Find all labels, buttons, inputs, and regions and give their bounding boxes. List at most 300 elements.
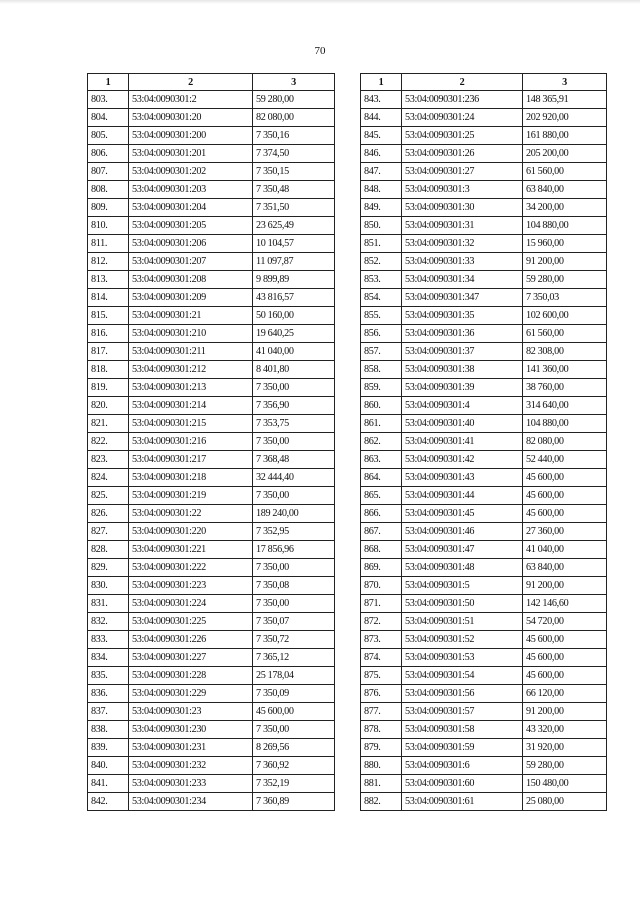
cadastral-value: 8 401,80 [253,361,335,379]
cadastral-value: 7 350,00 [253,721,335,739]
row-number: 842. [88,793,129,811]
table-row [88,91,335,109]
cadastral-value: 7 350,00 [253,595,335,613]
cadastral-number: 53:04:0090301:26 [402,145,523,163]
row-number: 814. [88,289,129,307]
cadastral-number: 53:04:0090301:50 [402,595,523,613]
table-row [88,253,335,271]
cadastral-number: 53:04:0090301:218 [129,469,253,487]
cadastral-number: 53:04:0090301:223 [129,577,253,595]
row-number: 816. [88,325,129,343]
cadastral-number: 53:04:0090301:51 [402,613,523,631]
table-row [88,505,335,523]
cadastral-value: 91 200,00 [523,253,607,271]
row-number: 847. [361,163,402,181]
table-row [88,775,335,793]
cadastral-number: 53:04:0090301:226 [129,631,253,649]
cadastral-number: 53:04:0090301:212 [129,361,253,379]
row-number: 853. [361,271,402,289]
row-number: 807. [88,163,129,181]
table-row [361,91,607,109]
cadastral-number: 53:04:0090301:236 [402,91,523,109]
row-number: 882. [361,793,402,811]
row-number: 850. [361,217,402,235]
cadastral-value: 7 360,92 [253,757,335,775]
table-row [361,613,607,631]
table-row [361,667,607,685]
cadastral-number: 53:04:0090301:3 [402,181,523,199]
cadastral-value: 43 320,00 [523,721,607,739]
row-number: 859. [361,379,402,397]
table-row [361,181,607,199]
cadastral-value: 63 840,00 [523,181,607,199]
table-row [88,199,335,217]
cadastral-value: 15 960,00 [523,235,607,253]
row-number: 835. [88,667,129,685]
table-row [361,325,607,343]
cadastral-number: 53:04:0090301:43 [402,469,523,487]
row-number: 875. [361,667,402,685]
row-number: 864. [361,469,402,487]
cadastral-value: 104 880,00 [523,415,607,433]
row-number: 812. [88,253,129,271]
row-number: 840. [88,757,129,775]
row-number: 858. [361,361,402,379]
row-number: 879. [361,739,402,757]
cadastral-value: 7 350,72 [253,631,335,649]
table-row [88,109,335,127]
row-number: 804. [88,109,129,127]
table-row [88,235,335,253]
cadastral-number: 53:04:0090301:216 [129,433,253,451]
cadastral-value: 45 600,00 [523,667,607,685]
table-row [88,487,335,505]
cadastral-value: 41 040,00 [253,343,335,361]
cadastral-number: 53:04:0090301:217 [129,451,253,469]
row-number: 865. [361,487,402,505]
cadastral-number: 53:04:0090301:22 [129,505,253,523]
row-number: 837. [88,703,129,721]
cadastral-number: 53:04:0090301:42 [402,451,523,469]
cadastral-value: 59 280,00 [253,91,335,109]
cadastral-value: 7 350,00 [253,487,335,505]
cadastral-value: 7 350,16 [253,127,335,145]
cadastral-number: 53:04:0090301:201 [129,145,253,163]
cadastral-number: 53:04:0090301:35 [402,307,523,325]
row-number: 815. [88,307,129,325]
row-number: 862. [361,433,402,451]
table-row [361,433,607,451]
cadastral-value: 45 600,00 [523,631,607,649]
table-row [361,487,607,505]
row-number: 818. [88,361,129,379]
table-row [88,163,335,181]
table-row [88,739,335,757]
row-number: 811. [88,235,129,253]
cadastral-value: 45 600,00 [523,649,607,667]
table-row [88,415,335,433]
cadastral-value: 38 760,00 [523,379,607,397]
cadastral-value: 205 200,00 [523,145,607,163]
cadastral-number: 53:04:0090301:225 [129,613,253,631]
cadastral-number: 53:04:0090301:30 [402,199,523,217]
table-row [88,523,335,541]
cadastral-number: 53:04:0090301:200 [129,127,253,145]
table-row [88,667,335,685]
table-row [361,721,607,739]
table-row [88,649,335,667]
cadastral-number: 53:04:0090301:52 [402,631,523,649]
table-row [361,469,607,487]
table-row [361,685,607,703]
table-row [88,757,335,775]
row-number: 854. [361,289,402,307]
cadastral-value: 27 360,00 [523,523,607,541]
cadastral-number: 53:04:0090301:59 [402,739,523,757]
cadastral-value: 91 200,00 [523,703,607,721]
cadastral-number: 53:04:0090301:40 [402,415,523,433]
table-row [88,289,335,307]
cadastral-value: 54 720,00 [523,613,607,631]
cadastral-value: 61 560,00 [523,163,607,181]
table-row [88,181,335,199]
row-number: 878. [361,721,402,739]
table-row [88,379,335,397]
cadastral-number: 53:04:0090301:31 [402,217,523,235]
row-number: 869. [361,559,402,577]
cadastral-value: 189 240,00 [253,505,335,523]
row-number: 848. [361,181,402,199]
table-row [361,271,607,289]
table-row [88,145,335,163]
cadastral-value: 61 560,00 [523,325,607,343]
row-number: 821. [88,415,129,433]
cadastral-number: 53:04:0090301:232 [129,757,253,775]
row-number: 838. [88,721,129,739]
row-number: 857. [361,343,402,361]
cadastral-value: 45 600,00 [523,487,607,505]
table-row [361,523,607,541]
row-number: 806. [88,145,129,163]
cadastral-value: 7 353,75 [253,415,335,433]
cadastral-value: 7 350,00 [253,559,335,577]
table-row [361,307,607,325]
table-row [88,559,335,577]
row-number: 826. [88,505,129,523]
cadastral-number: 53:04:0090301:56 [402,685,523,703]
cadastral-number: 53:04:0090301:231 [129,739,253,757]
cadastral-number: 53:04:0090301:27 [402,163,523,181]
table-row [88,451,335,469]
row-number: 880. [361,757,402,775]
cadastral-number: 53:04:0090301:38 [402,361,523,379]
cadastral-number: 53:04:0090301:2 [129,91,253,109]
cadastral-number: 53:04:0090301:32 [402,235,523,253]
cadastral-number: 53:04:0090301:213 [129,379,253,397]
cadastral-value: 7 356,90 [253,397,335,415]
row-number: 834. [88,649,129,667]
table-row [88,721,335,739]
cadastral-number: 53:04:0090301:23 [129,703,253,721]
table-row [88,325,335,343]
cadastral-value: 7 352,19 [253,775,335,793]
cadastral-value: 43 816,57 [253,289,335,307]
column-header-value: 3 [523,74,607,91]
row-number: 831. [88,595,129,613]
cadastral-value: 142 146,60 [523,595,607,613]
row-number: 820. [88,397,129,415]
cadastral-number: 53:04:0090301:202 [129,163,253,181]
cadastral-value: 11 097,87 [253,253,335,271]
table-row [88,631,335,649]
row-number: 852. [361,253,402,271]
cadastral-value: 17 856,96 [253,541,335,559]
row-number: 844. [361,109,402,127]
cadastral-number: 53:04:0090301:234 [129,793,253,811]
column-header-number: 1 [361,74,402,91]
cadastral-number: 53:04:0090301:211 [129,343,253,361]
cadastral-value: 82 080,00 [253,109,335,127]
row-number: 851. [361,235,402,253]
cadastral-number: 53:04:0090301:34 [402,271,523,289]
row-number: 832. [88,613,129,631]
cadastral-number: 53:04:0090301:219 [129,487,253,505]
cadastral-number: 53:04:0090301:230 [129,721,253,739]
table-row [361,163,607,181]
table-row [361,757,607,775]
table-row [361,739,607,757]
table-row [361,649,607,667]
row-number: 872. [361,613,402,631]
table-row [361,451,607,469]
cadastral-value: 202 920,00 [523,109,607,127]
cadastral-value: 7 360,89 [253,793,335,811]
row-number: 863. [361,451,402,469]
row-number: 817. [88,343,129,361]
cadastral-value: 59 280,00 [523,757,607,775]
register-table-left [87,73,335,811]
row-number: 805. [88,127,129,145]
cadastral-value: 314 640,00 [523,397,607,415]
row-number: 828. [88,541,129,559]
cadastral-value: 25 080,00 [523,793,607,811]
cadastral-number: 53:04:0090301:61 [402,793,523,811]
cadastral-number: 53:04:0090301:54 [402,667,523,685]
cadastral-value: 7 350,09 [253,685,335,703]
table-row [88,613,335,631]
table-row [88,271,335,289]
row-number: 861. [361,415,402,433]
cadastral-value: 31 920,00 [523,739,607,757]
header-row [88,74,335,91]
row-number: 870. [361,577,402,595]
table-row [88,469,335,487]
cadastral-number: 53:04:0090301:24 [402,109,523,127]
cadastral-number: 53:04:0090301:6 [402,757,523,775]
table-row [361,775,607,793]
cadastral-value: 8 269,56 [253,739,335,757]
cadastral-number: 53:04:0090301:204 [129,199,253,217]
table-row [88,343,335,361]
row-number: 803. [88,91,129,109]
row-number: 813. [88,271,129,289]
cadastral-value: 52 440,00 [523,451,607,469]
page-number: 70 [314,45,326,57]
cadastral-value: 7 350,08 [253,577,335,595]
cadastral-value: 7 351,50 [253,199,335,217]
cadastral-number: 53:04:0090301:58 [402,721,523,739]
table-row [361,127,607,145]
row-number: 829. [88,559,129,577]
cadastral-number: 53:04:0090301:37 [402,343,523,361]
table-row [361,289,607,307]
cadastral-value: 7 350,00 [253,379,335,397]
cadastral-value: 66 120,00 [523,685,607,703]
table-row [361,505,607,523]
row-number: 846. [361,145,402,163]
cadastral-value: 41 040,00 [523,541,607,559]
row-number: 849. [361,199,402,217]
cadastral-number: 53:04:0090301:228 [129,667,253,685]
cadastral-value: 7 368,48 [253,451,335,469]
row-number: 839. [88,739,129,757]
cadastral-number: 53:04:0090301:224 [129,595,253,613]
table-row [88,793,335,811]
cadastral-number: 53:04:0090301:347 [402,289,523,307]
cadastral-value: 82 080,00 [523,433,607,451]
cadastral-number: 53:04:0090301:41 [402,433,523,451]
cadastral-number: 53:04:0090301:48 [402,559,523,577]
cadastral-value: 82 308,00 [523,343,607,361]
table-row [361,415,607,433]
table-row [88,703,335,721]
table-row [361,559,607,577]
cadastral-number: 53:04:0090301:33 [402,253,523,271]
row-number: 833. [88,631,129,649]
table-row [88,217,335,235]
scan-top-edge [0,0,640,4]
cadastral-number: 53:04:0090301:215 [129,415,253,433]
row-number: 871. [361,595,402,613]
cadastral-number: 53:04:0090301:229 [129,685,253,703]
cadastral-number: 53:04:0090301:214 [129,397,253,415]
cadastral-number: 53:04:0090301:60 [402,775,523,793]
table-row [361,145,607,163]
table-row [88,595,335,613]
row-number: 873. [361,631,402,649]
cadastral-number: 53:04:0090301:39 [402,379,523,397]
cadastral-number: 53:04:0090301:207 [129,253,253,271]
cadastral-number: 53:04:0090301:57 [402,703,523,721]
row-number: 845. [361,127,402,145]
cadastral-value: 141 360,00 [523,361,607,379]
cadastral-number: 53:04:0090301:21 [129,307,253,325]
cadastral-value: 91 200,00 [523,577,607,595]
row-number: 830. [88,577,129,595]
table-row [88,577,335,595]
cadastral-value: 32 444,40 [253,469,335,487]
table-row [88,307,335,325]
table-row [361,595,607,613]
row-number: 843. [361,91,402,109]
cadastral-value: 150 480,00 [523,775,607,793]
table-row [361,253,607,271]
table-row [361,397,607,415]
row-number: 867. [361,523,402,541]
row-number: 876. [361,685,402,703]
table-row [88,127,335,145]
cadastral-number: 53:04:0090301:222 [129,559,253,577]
cadastral-number: 53:04:0090301:210 [129,325,253,343]
cadastral-value: 9 899,89 [253,271,335,289]
cadastral-number: 53:04:0090301:5 [402,577,523,595]
row-number: 810. [88,217,129,235]
cadastral-number: 53:04:0090301:206 [129,235,253,253]
cadastral-number: 53:04:0090301:53 [402,649,523,667]
cadastral-value: 10 104,57 [253,235,335,253]
column-header-cadastral: 2 [129,74,253,91]
cadastral-value: 25 178,04 [253,667,335,685]
cadastral-value: 59 280,00 [523,271,607,289]
table-row [88,361,335,379]
table-row [361,235,607,253]
cadastral-number: 53:04:0090301:221 [129,541,253,559]
table-row [361,379,607,397]
table-row [88,397,335,415]
table-row [361,793,607,811]
cadastral-value: 7 350,03 [523,289,607,307]
table-row [361,361,607,379]
cadastral-value: 63 840,00 [523,559,607,577]
cadastral-number: 53:04:0090301:25 [402,127,523,145]
cadastral-value: 102 600,00 [523,307,607,325]
register-table-right [360,73,607,811]
table-row [88,433,335,451]
table-row [361,109,607,127]
row-number: 836. [88,685,129,703]
row-number: 822. [88,433,129,451]
cadastral-value: 7 350,15 [253,163,335,181]
cadastral-value: 7 365,12 [253,649,335,667]
cadastral-value: 50 160,00 [253,307,335,325]
row-number: 827. [88,523,129,541]
cadastral-value: 23 625,49 [253,217,335,235]
cadastral-number: 53:04:0090301:44 [402,487,523,505]
cadastral-number: 53:04:0090301:46 [402,523,523,541]
row-number: 825. [88,487,129,505]
table-row [361,199,607,217]
table-row [361,541,607,559]
cadastral-number: 53:04:0090301:20 [129,109,253,127]
row-number: 856. [361,325,402,343]
row-number: 808. [88,181,129,199]
cadastral-number: 53:04:0090301:203 [129,181,253,199]
table-row [361,217,607,235]
cadastral-value: 34 200,00 [523,199,607,217]
row-number: 860. [361,397,402,415]
table-row [361,343,607,361]
header-row [361,74,607,91]
row-number: 819. [88,379,129,397]
cadastral-number: 53:04:0090301:208 [129,271,253,289]
row-number: 881. [361,775,402,793]
cadastral-value: 7 350,00 [253,433,335,451]
cadastral-value: 7 374,50 [253,145,335,163]
row-number: 866. [361,505,402,523]
table-row [88,541,335,559]
cadastral-value: 148 365,91 [523,91,607,109]
cadastral-number: 53:04:0090301:47 [402,541,523,559]
